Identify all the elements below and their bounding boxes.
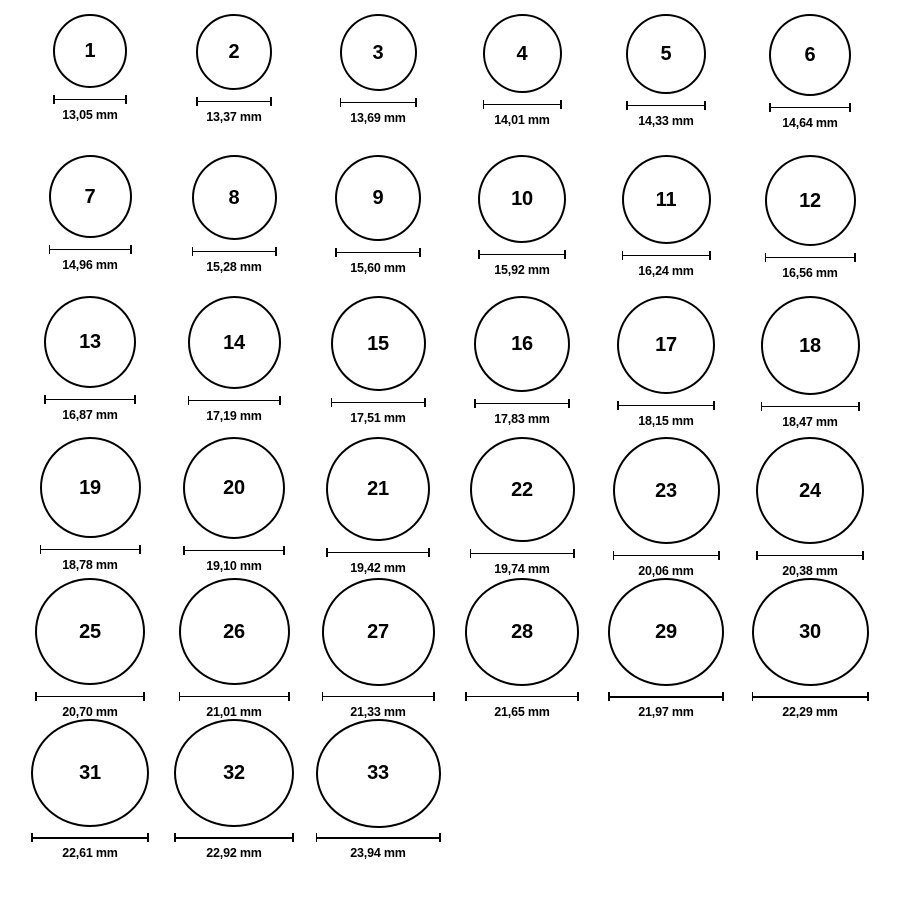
ring-size-cell (308, 437, 448, 578)
ring-circle (340, 14, 417, 91)
ring-size-number: 11 (655, 188, 677, 211)
measure-line (183, 550, 285, 552)
diameter-measure-bar (483, 100, 562, 109)
ring-size-number: 13 (79, 331, 101, 353)
measure-cap-right (560, 100, 562, 109)
ring-circle (40, 437, 141, 538)
ring-circle (316, 719, 441, 828)
ring-size-number: 27 (367, 620, 389, 643)
measure-cap-right (419, 248, 421, 257)
ring-circle (322, 578, 435, 686)
ring-circle (622, 155, 711, 244)
measure-cap-left (179, 692, 181, 701)
measure-line (769, 107, 851, 109)
measure-cap-left (478, 250, 480, 259)
ring-circle (761, 296, 860, 395)
diameter-measure-bar (622, 251, 711, 260)
measure-line (40, 549, 141, 551)
ring-diameter-label: 23,94 mm (350, 846, 406, 860)
ring-size-number: 17 (655, 334, 677, 356)
measure-line (756, 555, 864, 557)
measure-line (174, 837, 294, 839)
diameter-measure-bar (626, 101, 706, 110)
ring-circle (617, 296, 715, 394)
diameter-measure-bar (474, 399, 570, 408)
measure-line (483, 104, 562, 106)
measure-line (196, 101, 272, 103)
measure-wrap (752, 691, 869, 702)
measure-cap-right (288, 692, 290, 701)
measure-wrap (622, 249, 711, 261)
diameter-measure-bar (183, 546, 285, 555)
ring-diameter-label: 17,19 mm (206, 409, 262, 423)
measure-wrap (35, 690, 145, 702)
measure-wrap (470, 547, 575, 559)
diameter-measure-bar (192, 247, 277, 256)
ring-diameter-label: 14,33 mm (638, 114, 694, 128)
ring-diameter-label: 22,29 mm (782, 705, 838, 719)
ring-diameter-label: 19,42 mm (350, 561, 406, 575)
diameter-measure-bar (613, 551, 720, 560)
diameter-measure-bar (765, 253, 856, 262)
ring-diameter-label: 13,05 mm (62, 108, 118, 122)
measure-cap-right (849, 103, 851, 112)
measure-line (613, 555, 720, 557)
measure-cap-right (858, 402, 860, 411)
diameter-measure-bar (608, 692, 724, 701)
ring-circle (470, 437, 575, 542)
measure-line (316, 837, 441, 839)
ring-size-number: 33 (367, 762, 389, 785)
measure-cap-left (756, 551, 758, 560)
ring-size-number: 9 (372, 187, 384, 209)
measure-cap-right (713, 401, 715, 410)
measure-cap-left (322, 692, 324, 701)
measure-line (608, 696, 724, 698)
measure-cap-left (470, 549, 472, 558)
measure-cap-right (433, 692, 435, 701)
ring-size-cell (740, 437, 880, 578)
measure-cap-right (292, 833, 294, 842)
measure-cap-right (722, 692, 724, 701)
measure-cap-left (340, 98, 342, 107)
ring-size-cell (308, 719, 448, 860)
diameter-measure-bar (756, 551, 864, 560)
diameter-measure-bar (335, 248, 421, 257)
diameter-measure-bar (49, 245, 132, 254)
measure-wrap (769, 101, 851, 113)
measure-wrap (761, 400, 860, 412)
ring-diameter-label: 21,65 mm (494, 705, 550, 719)
ring-diameter-label: 13,37 mm (206, 110, 262, 124)
measure-line (331, 402, 426, 404)
diameter-measure-bar (31, 833, 149, 842)
ring-size-cell (740, 14, 880, 155)
ring-size-cell (164, 578, 304, 719)
measure-cap-right (270, 97, 272, 106)
diameter-measure-bar (322, 692, 435, 701)
ring-diameter-label: 20,38 mm (782, 564, 838, 578)
ring-size-cell (740, 155, 880, 296)
measure-cap-left (335, 248, 337, 257)
measure-wrap (192, 245, 277, 257)
measure-cap-right (143, 692, 145, 701)
diameter-measure-bar (326, 548, 430, 557)
ring-diameter-label: 18,47 mm (782, 415, 838, 429)
ring-circle (756, 437, 864, 544)
ring-circle (196, 14, 272, 90)
ring-size-cell (164, 296, 304, 437)
measure-cap-right (564, 250, 566, 259)
measure-cap-left (474, 399, 476, 408)
ring-circle (483, 14, 562, 93)
measure-line (465, 696, 579, 698)
ring-diameter-label: 16,24 mm (638, 264, 694, 278)
ring-circle (335, 155, 421, 241)
ring-size-number: 7 (84, 185, 96, 208)
measure-cap-right (862, 551, 864, 560)
measure-line (478, 254, 566, 256)
measure-wrap (40, 543, 141, 555)
ring-circle (31, 719, 149, 827)
ring-diameter-label: 14,64 mm (782, 116, 838, 130)
diameter-measure-bar (35, 692, 145, 701)
ring-size-number: 28 (511, 620, 533, 643)
diameter-measure-bar (478, 250, 566, 259)
measure-wrap (44, 393, 136, 405)
measure-cap-left (622, 251, 624, 260)
diameter-measure-bar (174, 833, 294, 842)
ring-diameter-label: 22,61 mm (62, 846, 118, 860)
measure-cap-left (31, 833, 33, 842)
ring-diameter-label: 16,56 mm (782, 266, 838, 280)
diameter-measure-bar (196, 97, 272, 106)
measure-cap-left (465, 692, 467, 701)
measure-cap-right (718, 551, 720, 560)
measure-cap-right (275, 247, 277, 256)
diameter-measure-bar (465, 692, 579, 701)
ring-size-cell (20, 578, 160, 719)
ring-size-number: 12 (799, 189, 821, 212)
ring-size-number: 29 (655, 620, 677, 643)
measure-cap-left (53, 95, 55, 104)
measure-wrap (316, 833, 441, 843)
measure-cap-right (867, 692, 869, 701)
ring-circle (188, 296, 281, 389)
ring-diameter-label: 14,96 mm (62, 258, 118, 272)
ring-size-number: 26 (223, 620, 245, 643)
measure-cap-left (613, 551, 615, 560)
measure-cap-left (608, 692, 610, 701)
measure-cap-left (35, 692, 37, 701)
measure-wrap (465, 691, 579, 702)
measure-wrap (478, 248, 566, 260)
measure-wrap (626, 99, 706, 111)
measure-cap-right (415, 98, 417, 107)
ring-diameter-label: 15,92 mm (494, 263, 550, 277)
measure-line (49, 249, 132, 251)
measure-wrap (196, 95, 272, 107)
measure-cap-left (183, 546, 185, 555)
measure-cap-right (709, 251, 711, 260)
ring-diameter-label: 18,15 mm (638, 414, 694, 428)
ring-size-number: 32 (223, 762, 245, 785)
measure-cap-right (134, 395, 136, 404)
ring-size-cell (164, 719, 304, 860)
measure-wrap (608, 691, 724, 702)
measure-cap-left (196, 97, 198, 106)
ring-circle (752, 578, 869, 686)
measure-cap-right (854, 253, 856, 262)
measure-cap-right (577, 692, 579, 701)
ring-size-number: 31 (79, 762, 101, 785)
diameter-measure-bar (761, 402, 860, 411)
ring-size-number: 19 (79, 476, 101, 499)
ring-size-number: 4 (516, 42, 528, 65)
ring-diameter-label: 21,33 mm (350, 705, 406, 719)
measure-cap-right (125, 95, 127, 104)
ring-size-number: 21 (367, 478, 389, 500)
measure-wrap (53, 93, 127, 105)
measure-wrap (188, 394, 281, 406)
ring-circle (179, 578, 290, 685)
diameter-measure-bar (340, 98, 417, 107)
measure-line (322, 696, 435, 698)
measure-cap-right (424, 398, 426, 407)
ring-size-cell (452, 437, 592, 578)
ring-circle (174, 719, 294, 827)
ring-size-cell (20, 14, 160, 155)
ring-size-cell (452, 155, 592, 296)
ring-size-cell (308, 296, 448, 437)
ring-size-cell (308, 578, 448, 719)
measure-wrap (617, 399, 715, 411)
ring-size-cell (308, 155, 448, 296)
ring-size-number: 14 (223, 331, 245, 354)
ring-size-cell (596, 14, 736, 155)
measure-line (53, 99, 127, 101)
ring-size-number: 16 (511, 333, 533, 355)
ring-diameter-label: 15,28 mm (206, 260, 262, 274)
ring-size-number: 23 (655, 479, 677, 502)
measure-wrap (335, 246, 421, 258)
ring-diameter-label: 19,10 mm (206, 559, 262, 573)
ring-circle (192, 155, 277, 240)
diameter-measure-bar (331, 398, 426, 407)
measure-wrap (179, 690, 290, 702)
measure-line (626, 105, 706, 107)
measure-cap-left (752, 692, 754, 701)
ring-circle (765, 155, 856, 246)
ring-size-cell (20, 719, 160, 860)
measure-cap-left (44, 395, 46, 404)
ring-circle (474, 296, 570, 392)
ring-size-cell (308, 14, 448, 155)
measure-cap-left (626, 101, 628, 110)
measure-line (617, 405, 715, 407)
measure-cap-left (769, 103, 771, 112)
measure-line (470, 553, 575, 555)
diameter-measure-bar (752, 692, 869, 701)
measure-cap-left (188, 396, 190, 405)
ring-size-cell (740, 578, 880, 719)
measure-cap-right (428, 548, 430, 557)
ring-circle (44, 296, 136, 388)
measure-line (340, 102, 417, 104)
ring-diameter-label: 13,69 mm (350, 111, 406, 125)
ring-circle (478, 155, 566, 243)
ring-diameter-label: 21,01 mm (206, 705, 262, 719)
ring-size-cell (596, 437, 736, 578)
measure-wrap (322, 691, 435, 702)
ring-diameter-label: 14,01 mm (494, 113, 550, 127)
measure-wrap (474, 397, 570, 409)
ring-size-number: 25 (79, 620, 101, 643)
measure-cap-left (49, 245, 51, 254)
ring-size-number: 22 (511, 478, 533, 501)
measure-cap-right (573, 549, 575, 558)
ring-diameter-label: 15,60 mm (350, 261, 406, 275)
measure-wrap (483, 98, 562, 110)
diameter-measure-bar (179, 692, 290, 701)
ring-size-number: 5 (660, 43, 672, 65)
measure-line (326, 552, 430, 554)
measure-wrap (174, 832, 294, 843)
ring-size-cell (740, 296, 880, 437)
ring-size-cell (20, 296, 160, 437)
measure-wrap (613, 549, 720, 561)
measure-line (31, 837, 149, 839)
measure-wrap (49, 243, 132, 255)
measure-cap-left (316, 833, 318, 842)
diameter-measure-bar (769, 103, 851, 112)
measure-wrap (326, 546, 430, 558)
ring-size-cell (164, 14, 304, 155)
measure-line (622, 255, 711, 257)
measure-wrap (331, 396, 426, 408)
measure-cap-left (765, 253, 767, 262)
ring-size-cell (164, 155, 304, 296)
ring-circle (183, 437, 285, 539)
ring-size-cell (452, 296, 592, 437)
ring-size-cell (452, 578, 592, 719)
ring-size-number: 1 (84, 40, 96, 62)
measure-cap-right (279, 396, 281, 405)
measure-line (44, 399, 136, 401)
diameter-measure-bar (53, 95, 127, 104)
measure-line (761, 406, 860, 408)
measure-line (765, 257, 856, 259)
measure-wrap (765, 251, 856, 263)
measure-cap-left (331, 398, 333, 407)
ring-circle (53, 14, 127, 88)
ring-circle (613, 437, 720, 544)
measure-cap-left (483, 100, 485, 109)
measure-cap-left (617, 401, 619, 410)
ring-diameter-label: 18,78 mm (62, 558, 118, 572)
measure-cap-right (147, 833, 149, 842)
ring-size-cell (596, 296, 736, 437)
measure-line (179, 696, 290, 698)
ring-size-number: 24 (799, 479, 821, 502)
measure-cap-right (439, 833, 441, 842)
diameter-measure-bar (470, 549, 575, 558)
measure-cap-left (761, 402, 763, 411)
measure-line (474, 403, 570, 405)
ring-size-cell (20, 437, 160, 578)
measure-line (752, 696, 869, 698)
measure-cap-left (174, 833, 176, 842)
ring-size-number: 3 (372, 41, 384, 64)
measure-line (192, 251, 277, 253)
ring-diameter-label: 17,51 mm (350, 411, 406, 425)
diameter-measure-bar (316, 833, 441, 842)
measure-line (335, 252, 421, 254)
diameter-measure-bar (44, 395, 136, 404)
ring-diameter-label: 19,74 mm (494, 562, 550, 576)
diameter-measure-bar (40, 545, 141, 554)
ring-size-number: 15 (367, 332, 389, 355)
ring-size-number: 10 (511, 188, 533, 210)
measure-cap-right (704, 101, 706, 110)
ring-diameter-label: 22,92 mm (206, 846, 262, 860)
ring-size-cell (596, 578, 736, 719)
measure-cap-right (283, 546, 285, 555)
diameter-measure-bar (188, 396, 281, 405)
ring-circle (326, 437, 430, 541)
ring-circle (331, 296, 426, 391)
measure-line (35, 696, 145, 698)
ring-size-number: 6 (804, 44, 816, 66)
measure-line (188, 400, 281, 402)
ring-size-number: 8 (228, 186, 240, 209)
ring-size-number: 2 (228, 41, 240, 63)
ring-size-number: 20 (223, 477, 245, 499)
ring-circle (35, 578, 145, 685)
ring-diameter-label: 17,83 mm (494, 412, 550, 426)
ring-circle (608, 578, 724, 686)
diameter-measure-bar (617, 401, 715, 410)
measure-cap-right (139, 545, 141, 554)
ring-diameter-label: 20,70 mm (62, 705, 118, 719)
ring-diameter-label: 21,97 mm (638, 705, 694, 719)
ring-size-number: 30 (799, 620, 821, 643)
ring-circle (49, 155, 132, 238)
ring-size-cell (452, 14, 592, 155)
measure-wrap (756, 549, 864, 561)
ring-circle (769, 14, 851, 96)
measure-cap-left (40, 545, 42, 554)
ring-size-cell (596, 155, 736, 296)
measure-cap-right (130, 245, 132, 254)
ring-size-cell (20, 155, 160, 296)
ring-diameter-label: 20,06 mm (638, 564, 694, 578)
ring-circle (465, 578, 579, 686)
ring-size-cell (164, 437, 304, 578)
measure-cap-left (326, 548, 328, 557)
measure-cap-right (568, 399, 570, 408)
ring-circle (626, 14, 706, 94)
measure-wrap (340, 96, 417, 108)
ring-diameter-label: 16,87 mm (62, 408, 118, 422)
ring-size-number: 18 (799, 334, 821, 357)
measure-wrap (183, 544, 285, 556)
measure-wrap (31, 832, 149, 843)
measure-cap-left (192, 247, 194, 256)
